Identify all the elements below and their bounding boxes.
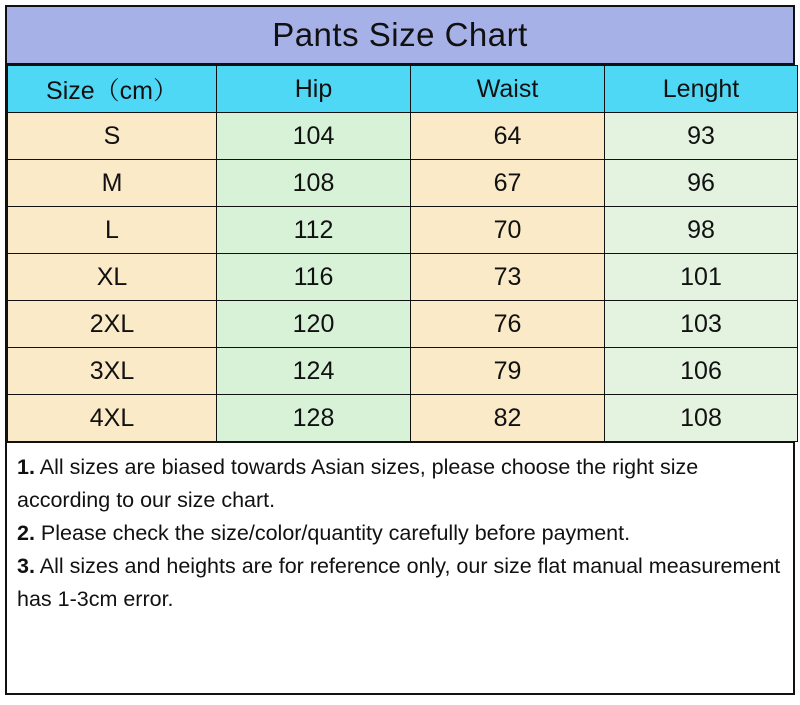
column-header-waist: Waist: [411, 66, 605, 113]
cell-length: 106: [605, 348, 798, 395]
note-text: Please check the size/color/quantity carefully before payment.: [34, 521, 631, 545]
cell-size: 2XL: [8, 301, 217, 348]
note-text: All sizes and heights are for reference only, our size flat manual measurement has 1-3cm error.: [17, 554, 781, 611]
cell-waist: 70: [411, 207, 605, 254]
cell-waist: 67: [411, 160, 605, 207]
cell-size: 3XL: [8, 348, 217, 395]
note-item: [17, 451, 783, 517]
note-text: All sizes are biased towards Asian sizes, please choose the right size according to our size chart.: [17, 455, 699, 512]
size-chart-container: [5, 5, 795, 695]
cell-waist: 82: [411, 395, 605, 442]
cell-hip: 108: [217, 160, 411, 207]
table-header-row: [8, 66, 798, 113]
cell-size: L: [8, 207, 217, 254]
cell-length: 93: [605, 113, 798, 160]
note-item: [17, 550, 783, 616]
cell-hip: 116: [217, 254, 411, 301]
cell-size: XL: [8, 254, 217, 301]
cell-hip: 104: [217, 113, 411, 160]
table-row: [8, 160, 798, 207]
column-header-hip: Hip: [217, 66, 411, 113]
notes-section: [7, 442, 793, 693]
cell-length: 103: [605, 301, 798, 348]
cell-size: 4XL: [8, 395, 217, 442]
table-body: [8, 113, 798, 442]
cell-hip: 120: [217, 301, 411, 348]
cell-waist: 73: [411, 254, 605, 301]
cell-length: 101: [605, 254, 798, 301]
table-row: [8, 207, 798, 254]
cell-size: S: [8, 113, 217, 160]
column-header-size: Size（cm）: [8, 66, 217, 113]
cell-waist: 76: [411, 301, 605, 348]
cell-length: 108: [605, 395, 798, 442]
note-item: [17, 517, 783, 550]
table-row: [8, 254, 798, 301]
table-row: [8, 395, 798, 442]
size-table: [7, 65, 798, 442]
cell-length: 96: [605, 160, 798, 207]
cell-waist: 79: [411, 348, 605, 395]
chart-title-bar: [7, 7, 793, 65]
cell-hip: 128: [217, 395, 411, 442]
note-number: 1.: [17, 455, 35, 479]
cell-size: M: [8, 160, 217, 207]
cell-hip: 112: [217, 207, 411, 254]
table-row: [8, 301, 798, 348]
note-number: 3.: [17, 554, 35, 578]
page-title: Pants Size Chart: [272, 16, 528, 53]
column-header-length: Lenght: [605, 66, 798, 113]
cell-length: 98: [605, 207, 798, 254]
table-row: [8, 348, 798, 395]
cell-hip: 124: [217, 348, 411, 395]
table-header: [8, 66, 798, 113]
note-number: 2.: [17, 521, 35, 545]
table-row: [8, 113, 798, 160]
cell-waist: 64: [411, 113, 605, 160]
